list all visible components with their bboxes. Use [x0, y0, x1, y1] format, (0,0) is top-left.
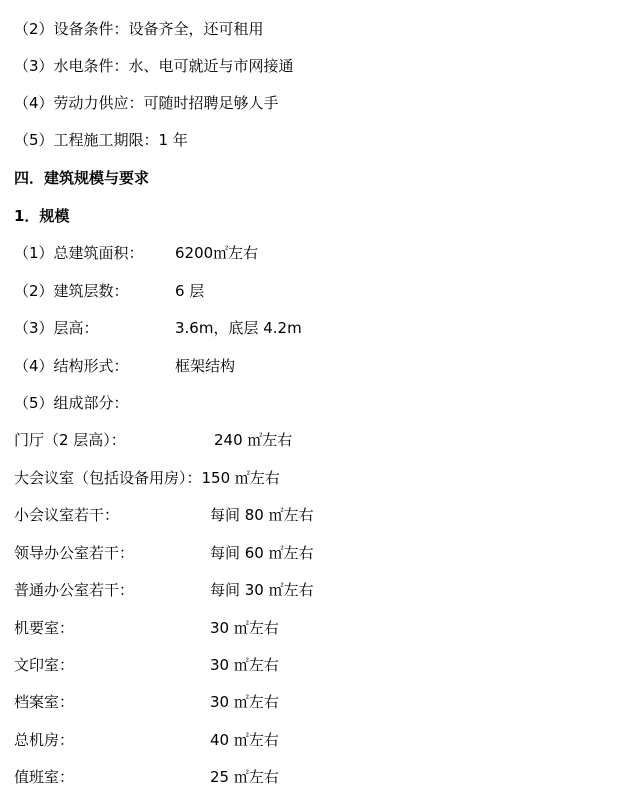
line-label: （5）组成部分： — [14, 394, 129, 412]
line-label: 四．建筑规模与要求 — [14, 169, 150, 187]
line-value: 40 ㎡左右 — [210, 731, 279, 749]
document-line — [14, 315, 302, 341]
line-label: （2）建筑层数： — [14, 282, 129, 300]
line-label: 小会议室若干： — [14, 506, 120, 524]
line-label: （4）结构形式： — [14, 357, 129, 375]
document-line — [14, 427, 293, 453]
line-value: 30 ㎡左右 — [210, 693, 279, 711]
line-label: 普通办公室若干： — [14, 581, 135, 599]
document-line — [14, 390, 129, 416]
document-line — [14, 90, 279, 116]
document-line — [14, 652, 279, 678]
section-heading — [14, 203, 69, 229]
line-value: 240 ㎡左右 — [214, 431, 293, 449]
line-label: （3）层高： — [14, 319, 99, 337]
line-value: 每间 60 ㎡左右 — [210, 544, 314, 562]
line-value: 6 层 — [175, 282, 205, 300]
line-label: 文印室： — [14, 656, 75, 674]
document-line — [14, 53, 294, 79]
document-line — [14, 540, 314, 566]
line-label: 值班室： — [14, 768, 75, 786]
line-value: 框架结构 — [175, 357, 236, 375]
line-label: （3）水电条件：水、电可就近与市网接通 — [14, 57, 294, 75]
document-line — [14, 127, 188, 153]
document-line — [14, 764, 279, 790]
line-label: 1．规模 — [14, 207, 70, 225]
line-label: 门厅（2 层高）： — [14, 431, 126, 449]
document-line — [14, 16, 264, 42]
line-value: 30 ㎡左右 — [210, 619, 279, 637]
line-value: 3.6m，底层 4.2m — [175, 319, 302, 337]
document-line — [14, 615, 279, 641]
line-label: （1）总建筑面积： — [14, 244, 144, 262]
line-label: 总机房： — [14, 731, 75, 749]
document-line — [14, 465, 280, 491]
line-label: 领导办公室若干： — [14, 544, 135, 562]
line-label: 大会议室（包括设备用房）：150 ㎡左右 — [14, 469, 280, 487]
document-line — [14, 353, 236, 379]
line-value: 30 ㎡左右 — [210, 656, 279, 674]
line-label: 机要室： — [14, 619, 75, 637]
line-label: （2）设备条件：设备齐全，还可租用 — [14, 20, 264, 38]
line-value: 6200㎡左右 — [175, 244, 259, 262]
line-value: 每间 80 ㎡左右 — [210, 506, 314, 524]
document-line — [14, 689, 279, 715]
document-line — [14, 502, 314, 528]
line-value: 每间 30 ㎡左右 — [210, 581, 314, 599]
document-line — [14, 577, 314, 603]
document-line — [14, 240, 259, 266]
section-heading — [14, 165, 149, 191]
line-label: （4）劳动力供应：可随时招聘足够人手 — [14, 94, 279, 112]
line-value: 25 ㎡左右 — [210, 768, 279, 786]
document-line — [14, 278, 205, 304]
line-label: 档案室： — [14, 693, 75, 711]
line-label: （5）工程施工期限：1 年 — [14, 131, 188, 149]
document-line — [14, 727, 279, 753]
